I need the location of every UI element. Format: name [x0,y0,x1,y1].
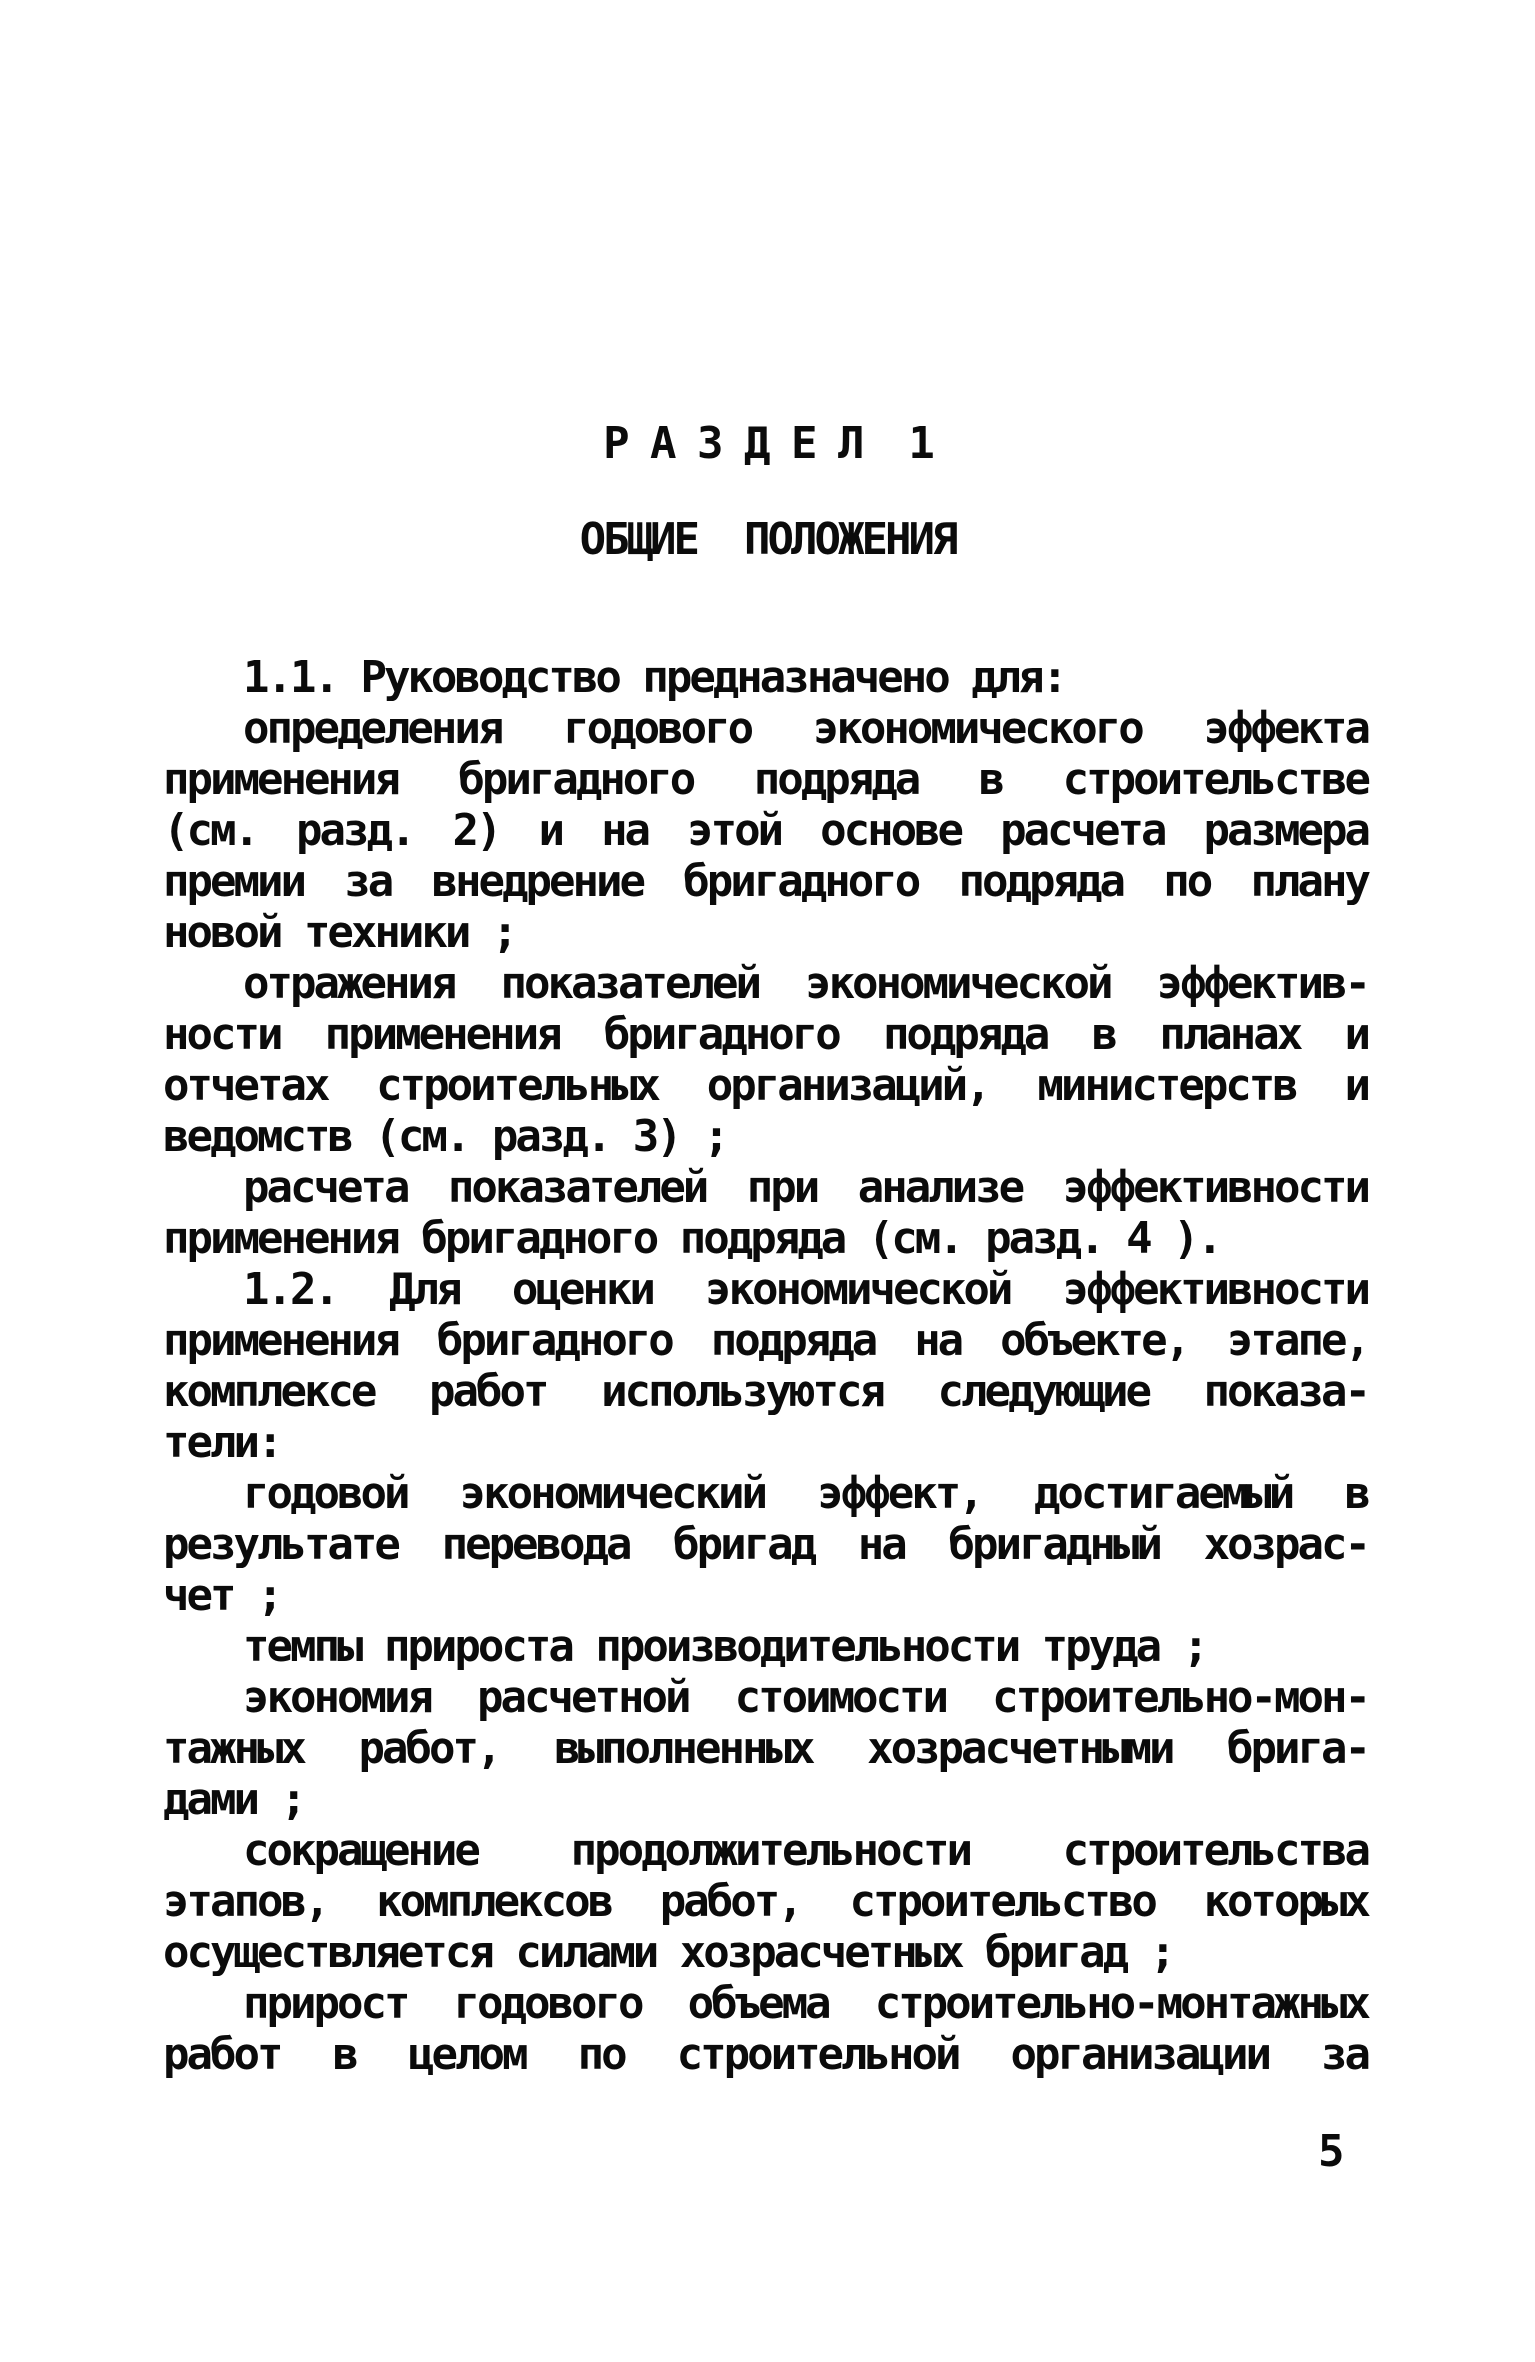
text-line: 1.2. Для оценки экономической эффективности [243,1264,1368,1315]
text-line: отчетах строительных организаций, министерств и [163,1060,1368,1111]
document-body [163,652,1368,2080]
text-line: годовой экономический эффект, достигаемый в [243,1468,1368,1519]
text-line: новой техники ; [163,907,516,958]
text-line: этапов, комплексов работ, строительство которых [163,1876,1368,1927]
text-line: ности применения бригадного подряда в планах и [163,1009,1368,1060]
text-line: дами ; [163,1774,304,1825]
text-line: экономия расчетной стоимости строительно-мон- [243,1672,1368,1723]
text-line: результате перевода бригад на бригадный хозрас- [163,1519,1368,1570]
text-line: 1.1. Руководство предназначено для: [243,652,1066,703]
text-line: определения годового экономического эффекта [243,703,1368,754]
text-line: премии за внедрение бригадного подряда по плану [163,856,1368,907]
text-line: прирост годового объема строительно-монтажных [243,1978,1368,2029]
text-line: тажных работ, выполненных хозрасчетными брига- [163,1723,1368,1774]
text-line: чет ; [163,1570,281,1621]
text-line: работ в целом по строительной организации за [163,2029,1368,2080]
text-line: применения бригадного подряда на объекте, этапе, [163,1315,1368,1366]
text-line: ведомств (см. разд. 3) ; [163,1111,727,1162]
text-line: тели: [163,1417,281,1468]
text-line: отражения показателей экономической эффектив- [243,958,1368,1009]
page-number: 5 [1318,2126,1342,2177]
text-line: сокращение продолжительности строительства [243,1825,1368,1876]
text-line: применения бригадного подряда (см. разд. 4 ). [163,1213,1221,1264]
text-line: комплексе работ используются следующие показа- [163,1366,1368,1417]
text-line: применения бригадного подряда в строительстве [163,754,1368,805]
text-line: расчета показателей при анализе эффективности [243,1162,1368,1213]
text-line: осуществляется силами хозрасчетных бригад ; [163,1927,1174,1978]
section-subtitle: ОБЩИЕ ПОЛОЖЕНИЯ [579,514,956,565]
text-line: темпы прироста производительности труда ; [243,1621,1207,1672]
text-line: (см. разд. 2) и на этой основе расчета размера [163,805,1368,856]
section-title: Р А З Д Е Л 1 [603,418,932,469]
